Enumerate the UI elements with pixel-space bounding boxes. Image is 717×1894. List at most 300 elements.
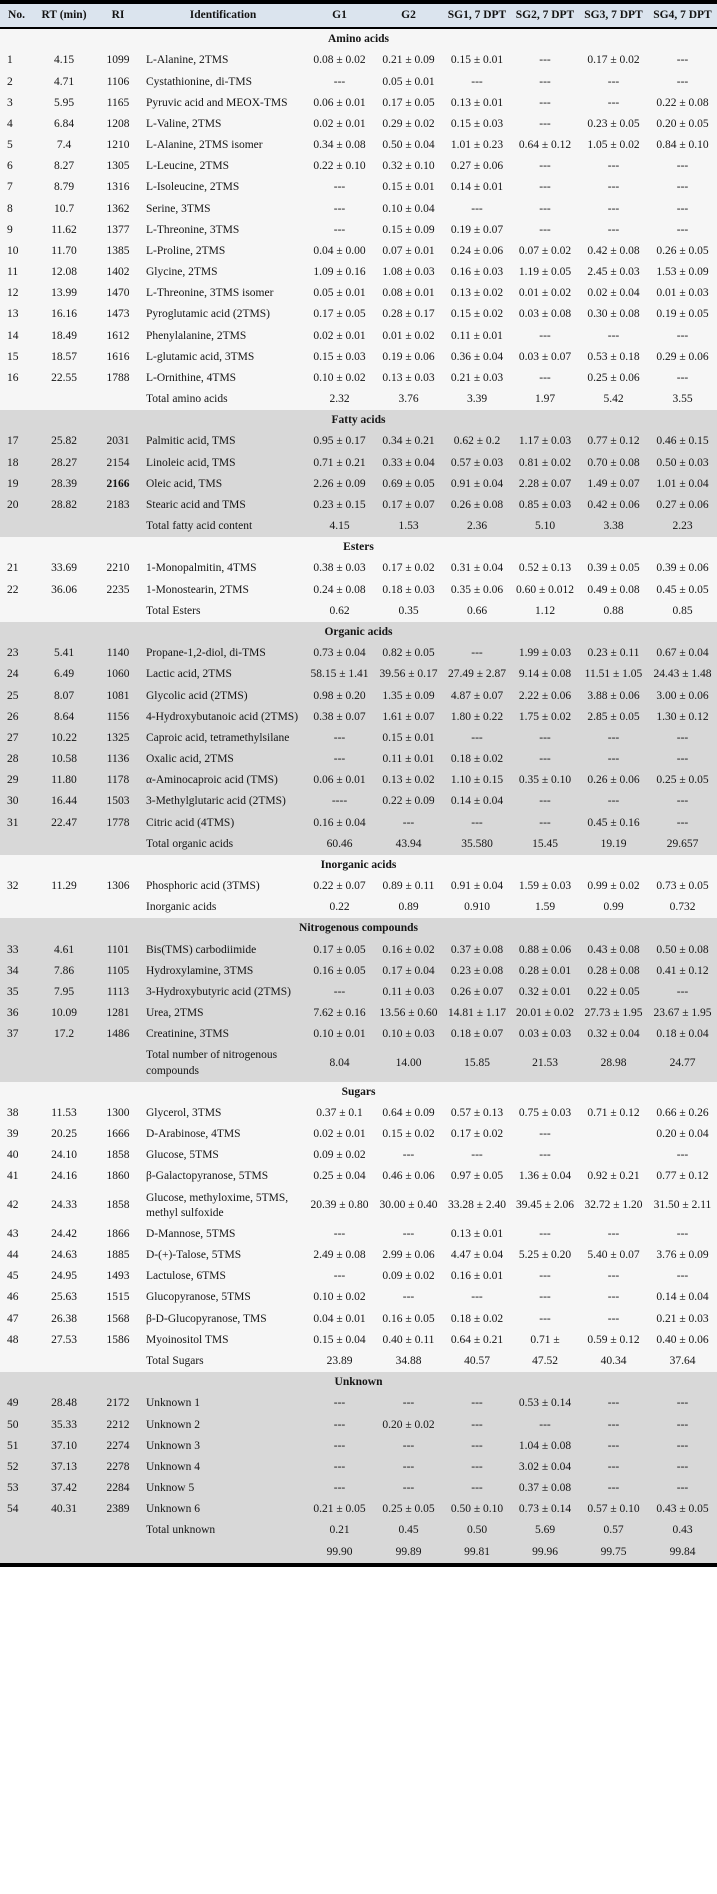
value-cell: 0.35 ± 0.06	[450, 583, 504, 596]
ri-cell: 1325	[106, 731, 130, 744]
row-number-cell: 30	[7, 795, 19, 808]
rt-cell: 37.42	[51, 1482, 77, 1495]
section-header-row	[0, 410, 717, 431]
value-cell: ---	[333, 1439, 346, 1452]
identification-cell: 1-Monostearin, 2TMS	[146, 583, 249, 596]
identification-cell: L-Threonine, 3TMS	[146, 223, 240, 236]
row-number-cell: 24	[7, 668, 19, 681]
rt-cell: 11.29	[51, 880, 77, 893]
rt-cell: 24.33	[51, 1199, 77, 1212]
ri-cell: 1101	[106, 943, 130, 956]
total-value-cell: 0.89	[398, 901, 419, 914]
value-cell: 0.73 ± 0.04	[313, 647, 366, 660]
compound-row	[0, 72, 717, 93]
row-number-cell: 20	[7, 498, 19, 511]
value-cell: 0.24 ± 0.08	[313, 583, 366, 596]
row-number-cell: 44	[7, 1249, 19, 1262]
value-cell: 0.28 ± 0.01	[518, 964, 572, 977]
identification-cell: L-Isoleucine, 2TMS	[146, 181, 240, 194]
value-cell: ---	[402, 816, 415, 829]
value-cell: 1.08 ± 0.03	[382, 266, 435, 279]
value-cell: 0.22 ± 0.05	[587, 985, 640, 998]
value-cell: 3.02 ± 0.04	[518, 1460, 572, 1473]
compound-row	[0, 156, 717, 177]
value-cell: ---	[676, 1482, 689, 1495]
value-cell: ---	[539, 1128, 551, 1141]
value-cell: 5.25 ± 0.20	[518, 1249, 572, 1262]
row-number-cell: 28	[7, 753, 19, 766]
value-cell: 1.36 ± 0.04	[518, 1170, 572, 1183]
identification-cell: Glycolic acid (2TMS)	[146, 689, 248, 702]
value-cell: 0.84 ± 0.10	[656, 139, 709, 152]
value-cell: 0.33 ± 0.04	[382, 456, 435, 469]
row-number-cell: 48	[7, 1333, 19, 1346]
value-cell: 0.50 ± 0.03	[656, 456, 709, 469]
value-cell: ---	[471, 1439, 483, 1452]
value-cell: ---	[539, 75, 551, 88]
value-cell: 0.34 ± 0.08	[313, 139, 366, 152]
rt-cell: 25.63	[51, 1291, 77, 1304]
total-row	[0, 1351, 717, 1372]
empty-cell	[0, 601, 33, 622]
total-row	[0, 516, 717, 537]
rt-cell: 28.27	[51, 456, 77, 469]
value-cell: ---	[402, 1439, 415, 1452]
row-number-cell: 18	[7, 456, 19, 469]
identification-cell: Cystathionine, di-TMS	[146, 75, 253, 88]
value-cell: ---	[676, 1270, 689, 1283]
value-cell: ---	[676, 371, 689, 384]
value-cell: 0.27 ± 0.06	[656, 498, 709, 511]
value-cell: ---	[333, 1270, 346, 1283]
total-value-cell: 2.32	[329, 393, 350, 406]
value-cell: ---	[539, 54, 551, 67]
total-value-cell: 5.69	[534, 1524, 556, 1537]
value-cell: ---	[607, 731, 620, 744]
value-cell: 2.99 ± 0.06	[382, 1249, 435, 1262]
col-header-g1: G1	[305, 2, 374, 28]
value-cell: 1.75 ± 0.02	[518, 710, 572, 723]
rt-cell: 8.07	[53, 689, 75, 702]
value-cell: ---	[539, 731, 551, 744]
compound-row	[0, 262, 717, 283]
rt-cell: 25.82	[51, 435, 77, 448]
value-cell: 0.22 ± 0.07	[313, 880, 366, 893]
compound-row	[0, 1457, 717, 1478]
value-cell: ---	[333, 1418, 346, 1431]
identification-cell: Caproic acid, tetramethylsilane	[146, 731, 290, 744]
rt-cell: 4.15	[53, 54, 75, 67]
value-cell: 0.19 ± 0.06	[382, 350, 435, 363]
row-number-cell: 29	[7, 774, 19, 787]
identification-cell: Glycerol, 3TMS	[146, 1106, 222, 1119]
ri-cell: 1140	[106, 647, 130, 660]
total-row	[0, 834, 717, 855]
value-cell: 0.53 ± 0.14	[518, 1397, 572, 1410]
identification-cell: Myoinositol TMS	[146, 1333, 229, 1346]
value-cell: ---	[539, 1227, 551, 1240]
row-number-cell: 42	[7, 1199, 19, 1212]
ri-cell: 1099	[106, 54, 130, 67]
compound-row	[0, 728, 717, 749]
identification-cell: Propane-1,2-diol, di-TMS	[146, 647, 266, 660]
row-number-cell: 32	[7, 880, 19, 893]
compound-row	[0, 982, 717, 1003]
value-cell: 39.56 ± 0.17	[379, 668, 438, 681]
identification-cell: D-Arabinose, 4TMS	[146, 1128, 241, 1141]
value-cell: 9.14 ± 0.08	[518, 668, 572, 681]
value-cell: 0.13 ± 0.03	[382, 371, 435, 384]
compound-row	[0, 1499, 717, 1520]
ri-cell: 1666	[106, 1128, 130, 1141]
value-cell: 0.15 ± 0.02	[382, 1128, 435, 1141]
value-cell: 1.19 ± 0.05	[518, 266, 572, 279]
row-number-cell: 15	[7, 350, 19, 363]
identification-cell: 3-Hydroxybutyric acid (2TMS)	[146, 985, 291, 998]
empty-cell	[95, 1542, 141, 1565]
grand-total-row	[0, 1542, 717, 1565]
section-title: Sugars	[341, 1085, 376, 1098]
compound-row	[0, 558, 717, 579]
section-title: Inorganic acids	[320, 858, 397, 871]
row-number-cell: 14	[7, 329, 19, 342]
compound-row	[0, 135, 717, 156]
total-value-cell: 2.23	[672, 520, 693, 533]
value-cell: 5.40 ± 0.07	[587, 1249, 640, 1262]
value-cell: ---	[607, 1397, 620, 1410]
value-cell: 0.64 ± 0.21	[450, 1333, 504, 1346]
value-cell: 0.10 ± 0.02	[313, 1291, 366, 1304]
rt-cell: 18.57	[51, 350, 77, 363]
rt-cell: 6.49	[53, 668, 75, 681]
value-cell: ---	[607, 795, 620, 808]
ri-cell: 1300	[106, 1106, 130, 1119]
compound-row	[0, 1393, 717, 1414]
rt-cell: 28.39	[51, 477, 77, 490]
value-cell: 2.28 ± 0.07	[518, 477, 572, 490]
compound-row	[0, 791, 717, 812]
value-cell: 0.15 ± 0.02	[450, 308, 504, 321]
value-cell: 20.01 ± 0.02	[515, 1007, 575, 1020]
row-number-cell: 4	[7, 117, 13, 130]
value-cell: 0.26 ± 0.06	[587, 774, 640, 787]
identification-cell: Palmitic acid, TMS	[146, 435, 236, 448]
total-value-cell: 0.88	[603, 604, 624, 617]
value-cell: 0.17 ± 0.05	[382, 96, 435, 109]
value-cell: 0.13 ± 0.02	[382, 774, 435, 787]
empty-cell	[33, 897, 95, 918]
value-cell: 0.17 ± 0.05	[313, 308, 366, 321]
identification-cell: Linoleic acid, TMS	[146, 456, 236, 469]
value-cell: 0.91 ± 0.04	[450, 477, 504, 490]
value-cell: 0.37 ± 0.08	[518, 1482, 572, 1495]
compound-row	[0, 368, 717, 389]
identification-cell: L-Ornithine, 4TMS	[146, 371, 237, 384]
row-number-cell: 19	[7, 477, 19, 490]
value-cell: ---	[607, 223, 620, 236]
value-cell: 0.18 ± 0.02	[450, 753, 504, 766]
value-cell: ---	[676, 160, 689, 173]
identification-cell: Glucopyranose, 5TMS	[146, 1291, 251, 1304]
ri-cell: 1113	[106, 985, 130, 998]
total-value-cell: 35.580	[461, 837, 493, 850]
value-cell: 0.15 ± 0.03	[313, 350, 366, 363]
value-cell: 0.82 ± 0.05	[382, 647, 435, 660]
total-label: Total amino acids	[146, 393, 228, 406]
value-cell: ---	[539, 117, 551, 130]
total-value-cell: 0.732	[669, 901, 696, 914]
value-cell: 0.07 ± 0.02	[518, 244, 572, 257]
value-cell: ---	[676, 985, 689, 998]
value-cell	[579, 1145, 648, 1166]
compound-row	[0, 1266, 717, 1287]
value-cell: 0.38 ± 0.03	[313, 562, 366, 575]
rt-cell: 11.53	[51, 1106, 77, 1119]
empty-cell	[95, 516, 141, 537]
section-title: Unknown	[334, 1376, 383, 1389]
empty-cell	[0, 1520, 33, 1541]
value-cell: ---	[676, 223, 689, 236]
section-title: Organic acids	[324, 625, 393, 638]
value-cell: ---	[607, 1418, 620, 1431]
value-cell: 0.02 ± 0.04	[587, 287, 640, 300]
total-value-cell: 19.19	[600, 837, 627, 850]
value-cell: 0.23 ± 0.11	[587, 647, 640, 660]
empty-cell	[95, 1045, 141, 1081]
rt-cell: 18.49	[51, 329, 77, 342]
section-header-row	[0, 855, 717, 876]
value-cell: 0.40 ± 0.11	[382, 1333, 435, 1346]
ri-cell: 1568	[106, 1312, 130, 1325]
value-cell: 0.09 ± 0.02	[313, 1149, 366, 1162]
compound-row	[0, 940, 717, 961]
value-cell: ---	[333, 731, 346, 744]
value-cell: 3.76 ± 0.09	[656, 1249, 709, 1262]
ri-cell: 1385	[106, 244, 130, 257]
rt-cell: 37.13	[51, 1460, 77, 1473]
empty-cell	[95, 897, 141, 918]
rt-cell: 35.33	[51, 1418, 77, 1431]
value-cell: 0.19 ± 0.07	[450, 223, 504, 236]
value-cell: 0.21 ± 0.03	[450, 371, 504, 384]
total-value-cell: 23.89	[326, 1355, 353, 1367]
value-cell: 0.40 ± 0.06	[656, 1333, 709, 1346]
value-cell: 0.85 ± 0.03	[518, 498, 572, 511]
value-cell: 1.49 ± 0.07	[587, 477, 640, 490]
value-cell: 0.25 ± 0.05	[656, 774, 709, 787]
value-cell: 0.15 ± 0.04	[313, 1333, 366, 1346]
row-number-cell: 17	[7, 435, 19, 448]
value-cell: 0.39 ± 0.06	[656, 562, 709, 575]
total-value-cell: 37.64	[669, 1355, 696, 1367]
ri-cell: 1486	[106, 1028, 130, 1041]
value-cell: 1.35 ± 0.09	[382, 689, 435, 702]
compound-row	[0, 961, 717, 982]
value-cell: ---	[539, 202, 551, 215]
identification-cell: Urea, 2TMS	[146, 1007, 204, 1020]
total-value-cell: 3.39	[466, 393, 488, 406]
value-cell: 0.24 ± 0.06	[450, 244, 504, 257]
identification-cell: 3-Methylglutaric acid (2TMS)	[146, 795, 286, 808]
value-cell: 0.16 ± 0.02	[382, 943, 435, 956]
value-cell: 0.75 ± 0.03	[518, 1106, 572, 1119]
ri-cell: 1473	[106, 308, 130, 321]
value-cell: 0.27 ± 0.06	[450, 160, 504, 173]
value-cell: 0.46 ± 0.15	[656, 435, 709, 448]
ri-cell: 1156	[106, 710, 130, 723]
total-value-cell: 3.55	[672, 393, 693, 406]
col-header-no: No.	[0, 2, 33, 28]
ri-cell: 2284	[106, 1482, 130, 1495]
value-cell: ---	[676, 181, 689, 194]
identification-cell: Oleic acid, TMS	[146, 477, 223, 490]
value-cell: 0.95 ± 0.17	[313, 435, 366, 448]
row-number-cell: 7	[7, 181, 13, 194]
compound-row	[0, 1436, 717, 1457]
identification-cell: β-Galactopyranose, 5TMS	[146, 1170, 269, 1183]
rt-cell: 37.10	[51, 1439, 77, 1452]
ri-cell: 1178	[106, 774, 130, 787]
total-value-cell: 24.77	[669, 1057, 696, 1069]
value-cell: ---	[607, 1312, 620, 1325]
rt-cell: 10.09	[51, 1007, 77, 1020]
value-cell: ---	[333, 202, 346, 215]
section-header-row	[0, 918, 717, 939]
row-number-cell: 52	[7, 1460, 19, 1473]
value-cell: 0.08 ± 0.02	[313, 54, 366, 67]
identification-cell: Unknown 3	[146, 1439, 200, 1452]
value-cell: ---	[539, 371, 551, 384]
value-cell: ---	[402, 1482, 415, 1495]
value-cell: 1.04 ± 0.08	[518, 1439, 572, 1452]
value-cell: ---	[676, 731, 689, 744]
value-cell: 14.81 ± 1.17	[447, 1007, 507, 1020]
rt-cell: 6.84	[53, 117, 75, 130]
ri-cell: 1281	[106, 1007, 130, 1020]
value-cell: 0.89 ± 0.11	[382, 880, 435, 893]
value-cell: 0.06 ± 0.01	[313, 774, 366, 787]
col-header-sg4: SG4, 7 DPT	[648, 2, 717, 28]
total-value-cell: 1.59	[534, 901, 556, 914]
total-value-cell: 0.62	[329, 604, 350, 617]
value-cell: 0.20 ± 0.05	[656, 117, 709, 130]
value-cell: 0.73 ± 0.05	[656, 880, 709, 893]
rt-cell: 4.71	[53, 75, 75, 88]
row-number-cell: 51	[7, 1439, 19, 1452]
total-value-cell: 60.46	[326, 837, 353, 850]
value-cell	[579, 1124, 648, 1145]
value-cell: 2.85 ± 0.05	[587, 710, 640, 723]
total-value-cell: 99.81	[464, 1545, 490, 1558]
total-label: Inorganic acids	[146, 901, 217, 914]
value-cell: 0.16 ± 0.01	[450, 1270, 504, 1283]
value-cell: 0.03 ± 0.08	[518, 308, 572, 321]
rt-cell: 7.95	[53, 985, 75, 998]
value-cell: 0.14 ± 0.04	[450, 795, 504, 808]
value-cell: 1.01 ± 0.04	[656, 477, 709, 490]
compound-row	[0, 770, 717, 791]
value-cell: 0.88 ± 0.06	[518, 943, 572, 956]
value-cell: ---	[676, 54, 689, 67]
row-number-cell: 50	[7, 1418, 19, 1431]
ri-cell: 1503	[106, 795, 130, 808]
value-cell: 0.97 ± 0.05	[450, 1170, 504, 1183]
compound-row	[0, 1003, 717, 1024]
value-cell: 0.18 ± 0.02	[450, 1312, 504, 1325]
value-cell: 0.13 ± 0.01	[450, 1227, 504, 1240]
row-number-cell: 6	[7, 160, 13, 173]
value-cell: 1.01 ± 0.23	[450, 139, 504, 152]
empty-cell	[95, 1520, 141, 1541]
value-cell: 0.71 ± 0.21	[313, 456, 366, 469]
value-cell: 0.01 ± 0.02	[382, 329, 435, 342]
rt-cell: 17.2	[53, 1028, 75, 1041]
value-cell: 0.70 ± 0.08	[587, 456, 640, 469]
col-header-sg1: SG1, 7 DPT	[443, 2, 511, 28]
identification-cell: Bis(TMS) carbodiimide	[146, 943, 257, 956]
value-cell: 0.67 ± 0.04	[656, 647, 709, 660]
total-value-cell: 47.52	[532, 1355, 558, 1367]
value-cell: 0.18 ± 0.04	[656, 1028, 709, 1041]
value-cell: ---	[539, 816, 551, 829]
empty-cell	[33, 516, 95, 537]
value-cell: ---	[333, 753, 346, 766]
value-cell: 1.80 ± 0.22	[450, 710, 504, 723]
row-number-cell: 41	[7, 1170, 19, 1183]
compound-row	[0, 199, 717, 220]
value-cell: 0.19 ± 0.05	[656, 308, 709, 321]
compound-row	[0, 283, 717, 304]
value-cell: ---	[333, 1460, 346, 1473]
value-cell: ---	[539, 753, 551, 766]
ri-cell: 1515	[106, 1291, 130, 1304]
value-cell: ---	[607, 96, 620, 109]
rt-cell: 5.95	[53, 96, 75, 109]
value-cell: 0.45 ± 0.16	[587, 816, 640, 829]
total-value-cell: 0.99	[603, 901, 624, 914]
compound-row	[0, 93, 717, 114]
total-value-cell: 0.43	[672, 1524, 693, 1537]
row-number-cell: 9	[7, 223, 13, 236]
value-cell: ---	[676, 816, 689, 829]
empty-cell	[33, 601, 95, 622]
total-value-cell: 0.57	[603, 1524, 624, 1537]
value-cell: ---	[676, 1149, 689, 1162]
value-cell: ---	[539, 181, 551, 194]
compound-row	[0, 1245, 717, 1266]
rt-cell: 20.25	[51, 1128, 77, 1141]
value-cell: 0.42 ± 0.08	[587, 244, 640, 257]
total-value-cell: 0.50	[466, 1524, 488, 1537]
value-cell: ---	[333, 223, 346, 236]
ri-cell: 1316	[106, 181, 130, 194]
total-label: Total Esters	[146, 604, 201, 617]
ri-cell: 1788	[106, 371, 130, 384]
total-value-cell: 0.21	[329, 1524, 350, 1537]
value-cell: 0.15 ± 0.01	[382, 181, 435, 194]
empty-cell	[95, 389, 141, 410]
ri-cell: 1470	[106, 287, 130, 300]
value-cell: ---	[607, 1460, 620, 1473]
identification-cell: 1-Monopalmitin, 4TMS	[146, 562, 257, 575]
value-cell: 0.42 ± 0.06	[587, 498, 640, 511]
value-cell: 0.16 ± 0.03	[450, 266, 504, 279]
rt-cell: 26.38	[51, 1312, 77, 1325]
rt-cell: 22.47	[51, 816, 77, 829]
value-cell: 0.45 ± 0.05	[656, 583, 709, 596]
value-cell: ---	[402, 1291, 415, 1304]
ri-cell: 1612	[106, 329, 130, 342]
